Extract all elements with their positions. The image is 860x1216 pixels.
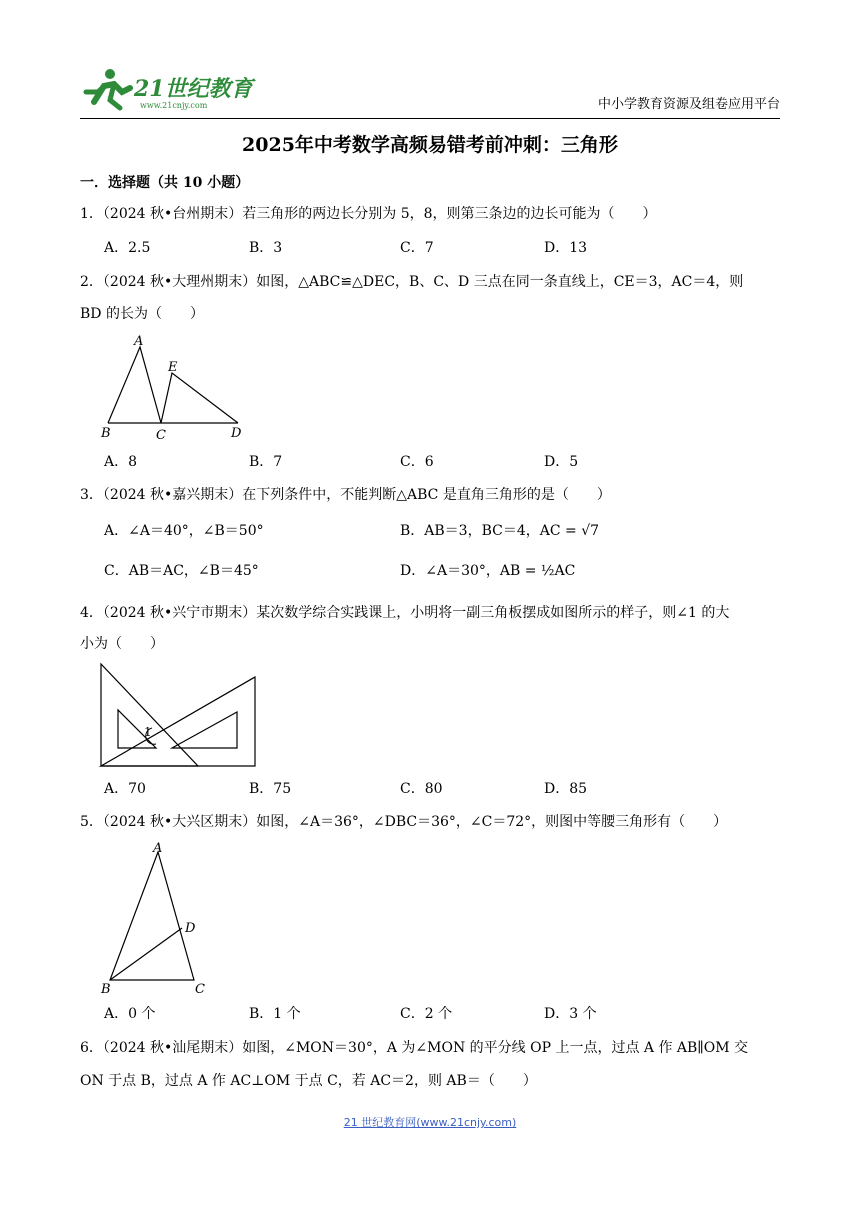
q5-option-b: B．1 个 <box>249 1006 301 1022</box>
q2-option-b: B．7 <box>249 454 283 470</box>
q5-label-b: B <box>101 982 111 997</box>
q5-label-c: C <box>195 982 205 997</box>
logo-text: 21世纪教育 <box>134 76 253 102</box>
q2-label-e: E <box>168 360 178 375</box>
q3-option-c: C．AB＝AC，∠B＝45° <box>104 563 259 579</box>
question-2-text-cont: BD 的长为（ ） <box>80 306 204 322</box>
q2-option-a: A．8 <box>104 454 138 470</box>
q4-angle-label: 1 <box>144 725 152 739</box>
q3-option-b: B．AB＝3，BC＝4，AC = √7 <box>400 523 600 539</box>
q1-option-a: A．2.5 <box>104 240 151 256</box>
q2-option-c: C．6 <box>400 454 434 470</box>
section-heading: 一．选择题（共 10 小题） <box>80 175 250 191</box>
q5-option-c: C．2 个 <box>400 1006 453 1022</box>
question-2-text: 2．（2024 秋•大理州期末）如图，△ABC≌△DEC，B、C、D 三点在同一条直线上，CE＝3，AC＝4，则 <box>80 274 744 290</box>
q4-option-c: C．80 <box>400 781 443 797</box>
runner-logo-icon <box>80 62 280 114</box>
q5-option-d: D．3 个 <box>544 1006 597 1022</box>
q4-option-d: D．85 <box>544 781 588 797</box>
q2-label-c: C <box>156 428 166 441</box>
question-6-text-cont: ON 于点 B，过点 A 作 AC⊥OM 于点 C，若 AC＝2，则 AB＝（ ） <box>80 1073 537 1089</box>
q1-option-b: B．3 <box>249 240 283 256</box>
question-5-text: 5．（2024 秋•大兴区期末）如图，∠A＝36°，∠DBC＝36°，∠C＝72°，则图中等腰三角形有（ ） <box>80 814 728 830</box>
platform-name: 中小学教育资源及组卷应用平台 <box>597 97 780 112</box>
q2-label-d: D <box>231 426 242 441</box>
q1-option-d: D．13 <box>544 240 588 256</box>
question-3-text: 3．（2024 秋•嘉兴期末）在下列条件中，不能判断△ABC 是直角三角形的是（ ） <box>80 487 611 503</box>
logo <box>80 62 280 114</box>
q3-option-d: D．∠A＝30°，AB = ½AC <box>400 563 576 579</box>
q4-set-squares-figure <box>98 660 260 770</box>
q4-option-a: A．70 <box>104 781 146 797</box>
q5-label-a: A <box>153 841 163 856</box>
q5-triangle-figure <box>98 838 213 998</box>
q4-option-b: B．75 <box>249 781 292 797</box>
q2-label-b: B <box>101 426 111 441</box>
q2-triangle-figure <box>98 333 248 441</box>
page-title: 2025年中考数学高频易错考前冲刺：三角形 <box>242 134 618 156</box>
q5-option-a: A．0 个 <box>104 1006 156 1022</box>
q3-option-a: A．∠A＝40°，∠B＝50° <box>104 523 264 539</box>
q5-label-d: D <box>185 921 196 936</box>
q2-label-a: A <box>134 334 144 349</box>
header-divider <box>80 118 780 119</box>
question-4-text: 4．（2024 秋•兴宁市期末）某次数学综合实践课上，小明将一副三角板摆成如图所示的样子，则∠1 的大 <box>80 605 730 621</box>
q2-option-d: D．5 <box>544 454 579 470</box>
question-1-text: 1．（2024 秋•台州期末）若三角形的两边长分别为 5，8，则第三条边的边长可能为（ ） <box>80 206 657 222</box>
question-4-text-cont: 小为（ ） <box>80 636 164 652</box>
logo-url: www.21cnjy.com <box>140 101 208 110</box>
footer-link[interactable]: 21 世纪教育网(www.21cnjy.com) <box>343 1116 517 1129</box>
question-6-text: 6．（2024 秋•汕尾期末）如图，∠MON＝30°，A 为∠MON 的平分线 OP 上一点，过点 A 作 AB∥OM 交 <box>80 1040 749 1056</box>
q1-option-c: C．7 <box>400 240 434 256</box>
